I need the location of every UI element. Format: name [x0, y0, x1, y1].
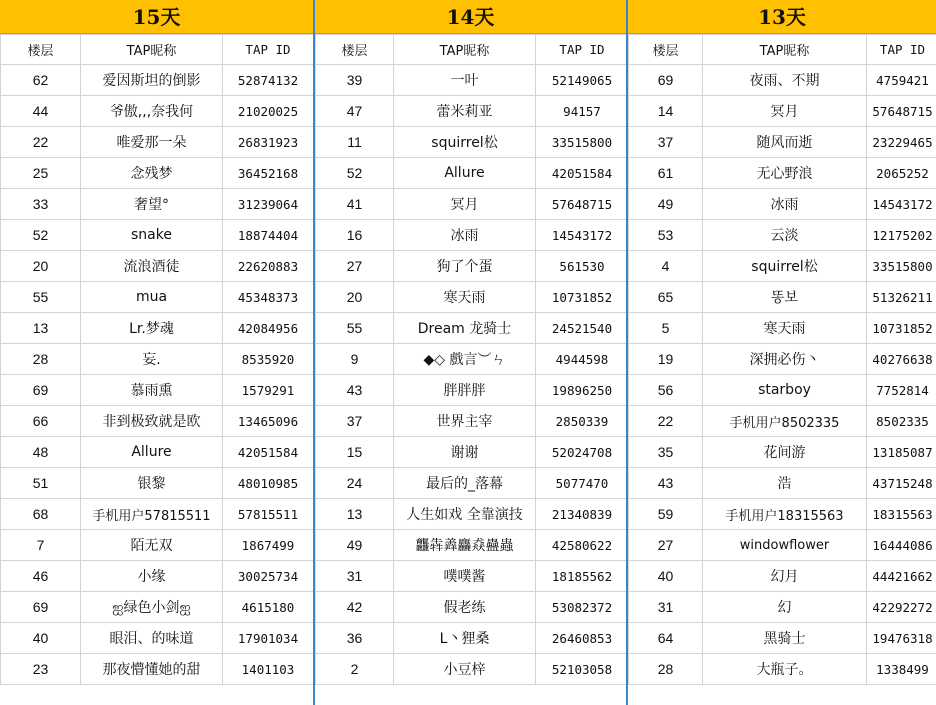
- tap-id-cell: 52024708: [536, 437, 629, 468]
- table-row: [629, 623, 936, 654]
- nickname-cell: 幻月: [703, 561, 867, 592]
- table-row: [316, 96, 629, 127]
- tap-id-cell: 4759421: [867, 65, 936, 96]
- floor-cell: 62: [1, 65, 81, 96]
- table-row: [1, 592, 314, 623]
- nickname-cell: 那夜懵懂她的甜: [81, 654, 223, 685]
- tap-id-cell: 1338499: [867, 654, 936, 685]
- nickname-cell: squirrel松: [703, 251, 867, 282]
- floor-cell: 55: [1, 282, 81, 313]
- tap-id-cell: 30025734: [223, 561, 314, 592]
- tap-id-cell: 17901034: [223, 623, 314, 654]
- floor-cell: 11: [316, 127, 394, 158]
- nickname-cell: 똥보: [703, 282, 867, 313]
- tap-id-cell: 22620883: [223, 251, 314, 282]
- tap-id-cell: 2850339: [536, 406, 629, 437]
- floor-cell: 14: [629, 96, 703, 127]
- nickname-cell: 一叶: [394, 65, 536, 96]
- nickname-cell: 蕾米莉亚: [394, 96, 536, 127]
- nickname-cell: Allure: [81, 437, 223, 468]
- table-row: [1, 96, 314, 127]
- floor-cell: 9: [316, 344, 394, 375]
- nickname-cell: 幻: [703, 592, 867, 623]
- nickname-cell: 小缘: [81, 561, 223, 592]
- tap-id-cell: 1579291: [223, 375, 314, 406]
- table-row: [1, 158, 314, 189]
- tap-id-cell: 5077470: [536, 468, 629, 499]
- floor-cell: 25: [1, 158, 81, 189]
- header-nickname: TAP昵称: [394, 35, 536, 65]
- floor-cell: 40: [1, 623, 81, 654]
- table-row: [629, 313, 936, 344]
- nickname-cell: 冥月: [394, 189, 536, 220]
- nickname-cell: 慕雨熏: [81, 375, 223, 406]
- table-row: [629, 437, 936, 468]
- floor-cell: 31: [629, 592, 703, 623]
- floor-cell: 55: [316, 313, 394, 344]
- floor-cell: 69: [1, 375, 81, 406]
- nickname-cell: 世界主宰: [394, 406, 536, 437]
- floor-cell: 53: [629, 220, 703, 251]
- nickname-cell: 银黎: [81, 468, 223, 499]
- table-row: [316, 654, 629, 685]
- tap-id-cell: 33515800: [536, 127, 629, 158]
- floor-cell: 51: [1, 468, 81, 499]
- floor-cell: 37: [629, 127, 703, 158]
- table-row: [1, 623, 314, 654]
- floor-cell: 43: [316, 375, 394, 406]
- table-row: [1, 561, 314, 592]
- section-title: 15天: [0, 0, 313, 34]
- tap-id-cell: 18874404: [223, 220, 314, 251]
- nickname-cell: 狗了个蛋: [394, 251, 536, 282]
- section-1: [313, 0, 626, 705]
- table-row: [1, 65, 314, 96]
- tap-id-cell: 31239064: [223, 189, 314, 220]
- floor-cell: 49: [316, 530, 394, 561]
- nickname-cell: 冰雨: [703, 189, 867, 220]
- nickname-cell: 胖胖胖: [394, 375, 536, 406]
- nickname-cell: 手机用户8502335: [703, 406, 867, 437]
- table-row: [316, 468, 629, 499]
- tap-id-cell: 10731852: [536, 282, 629, 313]
- table-row: [316, 251, 629, 282]
- nickname-cell: 爷傲,,,奈我何: [81, 96, 223, 127]
- header-tap-id: TAP ID: [223, 35, 314, 65]
- floor-cell: 35: [629, 437, 703, 468]
- floor-cell: 52: [1, 220, 81, 251]
- nickname-cell: 陌无双: [81, 530, 223, 561]
- tap-id-cell: 42084956: [223, 313, 314, 344]
- table-row: [316, 406, 629, 437]
- floor-cell: 27: [629, 530, 703, 561]
- tap-id-cell: 53082372: [536, 592, 629, 623]
- header-level: 楼层: [629, 35, 703, 65]
- nickname-cell: squirrel松: [394, 127, 536, 158]
- nickname-cell: 奢望°: [81, 189, 223, 220]
- table-row: [316, 220, 629, 251]
- nickname-cell: ஐ绿色小剑ஐ: [81, 592, 223, 623]
- nickname-cell: 假老练: [394, 592, 536, 623]
- table-row: [316, 530, 629, 561]
- section-0: [0, 0, 313, 705]
- nickname-cell: L丶狸桑: [394, 623, 536, 654]
- tap-id-cell: 1401103: [223, 654, 314, 685]
- nickname-cell: windowflower: [703, 530, 867, 561]
- tap-id-cell: 42580622: [536, 530, 629, 561]
- tap-id-cell: 561530: [536, 251, 629, 282]
- nickname-cell: 人生如戏 全靠演技: [394, 499, 536, 530]
- floor-cell: 22: [629, 406, 703, 437]
- table-row: [316, 344, 629, 375]
- tap-id-cell: 45348373: [223, 282, 314, 313]
- floor-cell: 41: [316, 189, 394, 220]
- floor-cell: 64: [629, 623, 703, 654]
- floor-cell: 43: [629, 468, 703, 499]
- floor-cell: 24: [316, 468, 394, 499]
- floor-cell: 65: [629, 282, 703, 313]
- tap-id-cell: 18315563: [867, 499, 936, 530]
- floor-cell: 20: [1, 251, 81, 282]
- table-row: [316, 189, 629, 220]
- header-tap-id: TAP ID: [867, 35, 936, 65]
- table-row: [316, 561, 629, 592]
- floor-cell: 31: [316, 561, 394, 592]
- tap-id-cell: 24521540: [536, 313, 629, 344]
- table-row: [316, 65, 629, 96]
- table-row: [1, 127, 314, 158]
- table-row: [629, 530, 936, 561]
- tap-id-cell: 2065252: [867, 158, 936, 189]
- tap-id-cell: 42051584: [223, 437, 314, 468]
- table-row: [629, 499, 936, 530]
- header-nickname: TAP昵称: [81, 35, 223, 65]
- tap-id-cell: 18185562: [536, 561, 629, 592]
- floor-cell: 33: [1, 189, 81, 220]
- tap-id-cell: 48010985: [223, 468, 314, 499]
- nickname-cell: 谢谢: [394, 437, 536, 468]
- nickname-cell: 手机用户57815511: [81, 499, 223, 530]
- nickname-cell: 龘犇羴麤猋蠱蟲: [394, 530, 536, 561]
- tap-id-cell: 33515800: [867, 251, 936, 282]
- tap-id-cell: 26460853: [536, 623, 629, 654]
- nickname-cell: 浩: [703, 468, 867, 499]
- nickname-cell: Allure: [394, 158, 536, 189]
- floor-cell: 13: [1, 313, 81, 344]
- table-row: [1, 654, 314, 685]
- table-row: [316, 127, 629, 158]
- table-row: [1, 499, 314, 530]
- table-row: [1, 220, 314, 251]
- tap-id-cell: 52874132: [223, 65, 314, 96]
- tap-id-cell: 26831923: [223, 127, 314, 158]
- nickname-cell: snake: [81, 220, 223, 251]
- tap-id-cell: 13465096: [223, 406, 314, 437]
- nickname-cell: 寒天雨: [703, 313, 867, 344]
- nickname-cell: 花间游: [703, 437, 867, 468]
- table-row: [629, 65, 936, 96]
- header-level: 楼层: [1, 35, 81, 65]
- ranking-table: [628, 34, 936, 685]
- table-row: [1, 375, 314, 406]
- nickname-cell: 夜雨、不期: [703, 65, 867, 96]
- header-row: [1, 35, 314, 65]
- table-row: [629, 375, 936, 406]
- floor-cell: 28: [1, 344, 81, 375]
- table-row: [629, 158, 936, 189]
- table-row: [1, 437, 314, 468]
- nickname-cell: Lr.梦魂: [81, 313, 223, 344]
- tap-id-cell: 42051584: [536, 158, 629, 189]
- tap-id-cell: 8502335: [867, 406, 936, 437]
- table-row: [316, 282, 629, 313]
- table-row: [1, 344, 314, 375]
- floor-cell: 28: [629, 654, 703, 685]
- section-title: 14天: [315, 0, 626, 34]
- floor-cell: 49: [629, 189, 703, 220]
- nickname-cell: 冰雨: [394, 220, 536, 251]
- table-row: [629, 654, 936, 685]
- table-row: [316, 592, 629, 623]
- nickname-cell: 唯爱那一朵: [81, 127, 223, 158]
- floor-cell: 37: [316, 406, 394, 437]
- floor-cell: 66: [1, 406, 81, 437]
- nickname-cell: 最后的_落幕: [394, 468, 536, 499]
- tap-id-cell: 10731852: [867, 313, 936, 344]
- tap-id-cell: 4944598: [536, 344, 629, 375]
- floor-cell: 39: [316, 65, 394, 96]
- floor-cell: 2: [316, 654, 394, 685]
- floor-cell: 19: [629, 344, 703, 375]
- tap-id-cell: 19896250: [536, 375, 629, 406]
- floor-cell: 68: [1, 499, 81, 530]
- tap-id-cell: 52149065: [536, 65, 629, 96]
- floor-cell: 44: [1, 96, 81, 127]
- floor-cell: 22: [1, 127, 81, 158]
- tap-id-cell: 14543172: [867, 189, 936, 220]
- floor-cell: 20: [316, 282, 394, 313]
- floor-cell: 46: [1, 561, 81, 592]
- nickname-cell: 云淡: [703, 220, 867, 251]
- table-row: [629, 344, 936, 375]
- tap-id-cell: 21340839: [536, 499, 629, 530]
- table-row: [316, 623, 629, 654]
- table-row: [629, 406, 936, 437]
- tap-id-cell: 8535920: [223, 344, 314, 375]
- tap-id-cell: 12175202: [867, 220, 936, 251]
- nickname-cell: 眼泪、的味道: [81, 623, 223, 654]
- table-row: [1, 406, 314, 437]
- nickname-cell: 念残梦: [81, 158, 223, 189]
- table-row: [316, 437, 629, 468]
- nickname-cell: ◆◇ 戲言︶ㄣ: [394, 344, 536, 375]
- tap-id-cell: 36452168: [223, 158, 314, 189]
- tap-id-cell: 21020025: [223, 96, 314, 127]
- table-row: [629, 592, 936, 623]
- table-row: [629, 468, 936, 499]
- nickname-cell: mua: [81, 282, 223, 313]
- section-title: 13天: [628, 0, 936, 34]
- tap-id-cell: 4615180: [223, 592, 314, 623]
- tap-id-cell: 23229465: [867, 127, 936, 158]
- tap-id-cell: 57648715: [867, 96, 936, 127]
- tap-id-cell: 57648715: [536, 189, 629, 220]
- floor-cell: 16: [316, 220, 394, 251]
- tap-id-cell: 19476318: [867, 623, 936, 654]
- nickname-cell: 噗噗酱: [394, 561, 536, 592]
- tap-id-cell: 51326211: [867, 282, 936, 313]
- table-row: [629, 189, 936, 220]
- table-row: [629, 561, 936, 592]
- floor-cell: 69: [1, 592, 81, 623]
- nickname-cell: starboy: [703, 375, 867, 406]
- section-2: [626, 0, 936, 705]
- table-row: [629, 127, 936, 158]
- nickname-cell: 非到极致就是欧: [81, 406, 223, 437]
- nickname-cell: 随风而逝: [703, 127, 867, 158]
- nickname-cell: 大瓶子。: [703, 654, 867, 685]
- table-row: [629, 282, 936, 313]
- header-tap-id: TAP ID: [536, 35, 629, 65]
- floor-cell: 36: [316, 623, 394, 654]
- floor-cell: 4: [629, 251, 703, 282]
- floor-cell: 23: [1, 654, 81, 685]
- floor-cell: 56: [629, 375, 703, 406]
- header-row: [316, 35, 629, 65]
- table-row: [1, 282, 314, 313]
- floor-cell: 40: [629, 561, 703, 592]
- floor-cell: 59: [629, 499, 703, 530]
- tap-id-cell: 44421662: [867, 561, 936, 592]
- floor-cell: 15: [316, 437, 394, 468]
- nickname-cell: 爱因斯坦的倒影: [81, 65, 223, 96]
- ranking-table: [0, 34, 314, 685]
- tap-id-cell: 14543172: [536, 220, 629, 251]
- header-nickname: TAP昵称: [703, 35, 867, 65]
- nickname-cell: 冥月: [703, 96, 867, 127]
- nickname-cell: 黑骑士: [703, 623, 867, 654]
- tap-id-cell: 52103058: [536, 654, 629, 685]
- tap-id-cell: 43715248: [867, 468, 936, 499]
- floor-cell: 27: [316, 251, 394, 282]
- nickname-cell: 寒天雨: [394, 282, 536, 313]
- tap-id-cell: 42292272: [867, 592, 936, 623]
- floor-cell: 42: [316, 592, 394, 623]
- tap-id-cell: 7752814: [867, 375, 936, 406]
- tap-id-cell: 16444086: [867, 530, 936, 561]
- nickname-cell: Dream 龙骑士: [394, 313, 536, 344]
- table-row: [1, 189, 314, 220]
- table-row: [1, 530, 314, 561]
- table-row: [629, 251, 936, 282]
- table-row: [316, 375, 629, 406]
- nickname-cell: 流浪酒徒: [81, 251, 223, 282]
- table-row: [316, 313, 629, 344]
- header-level: 楼层: [316, 35, 394, 65]
- floor-cell: 7: [1, 530, 81, 561]
- tap-id-cell: 57815511: [223, 499, 314, 530]
- floor-cell: 61: [629, 158, 703, 189]
- table-row: [316, 158, 629, 189]
- table-row: [316, 499, 629, 530]
- ranking-table: [315, 34, 629, 685]
- header-row: [629, 35, 936, 65]
- nickname-cell: 妄.: [81, 344, 223, 375]
- tap-id-cell: 94157: [536, 96, 629, 127]
- tap-id-cell: 13185087: [867, 437, 936, 468]
- nickname-cell: 小豆梓: [394, 654, 536, 685]
- tap-id-cell: 40276638: [867, 344, 936, 375]
- tap-id-cell: 1867499: [223, 530, 314, 561]
- nickname-cell: 手机用户18315563: [703, 499, 867, 530]
- table-row: [1, 468, 314, 499]
- floor-cell: 52: [316, 158, 394, 189]
- floor-cell: 13: [316, 499, 394, 530]
- floor-cell: 47: [316, 96, 394, 127]
- nickname-cell: 深拥必伤丶: [703, 344, 867, 375]
- floor-cell: 48: [1, 437, 81, 468]
- table-row: [629, 220, 936, 251]
- nickname-cell: 无心野浪: [703, 158, 867, 189]
- floor-cell: 5: [629, 313, 703, 344]
- floor-cell: 69: [629, 65, 703, 96]
- table-row: [629, 96, 936, 127]
- table-row: [1, 313, 314, 344]
- table-row: [1, 251, 314, 282]
